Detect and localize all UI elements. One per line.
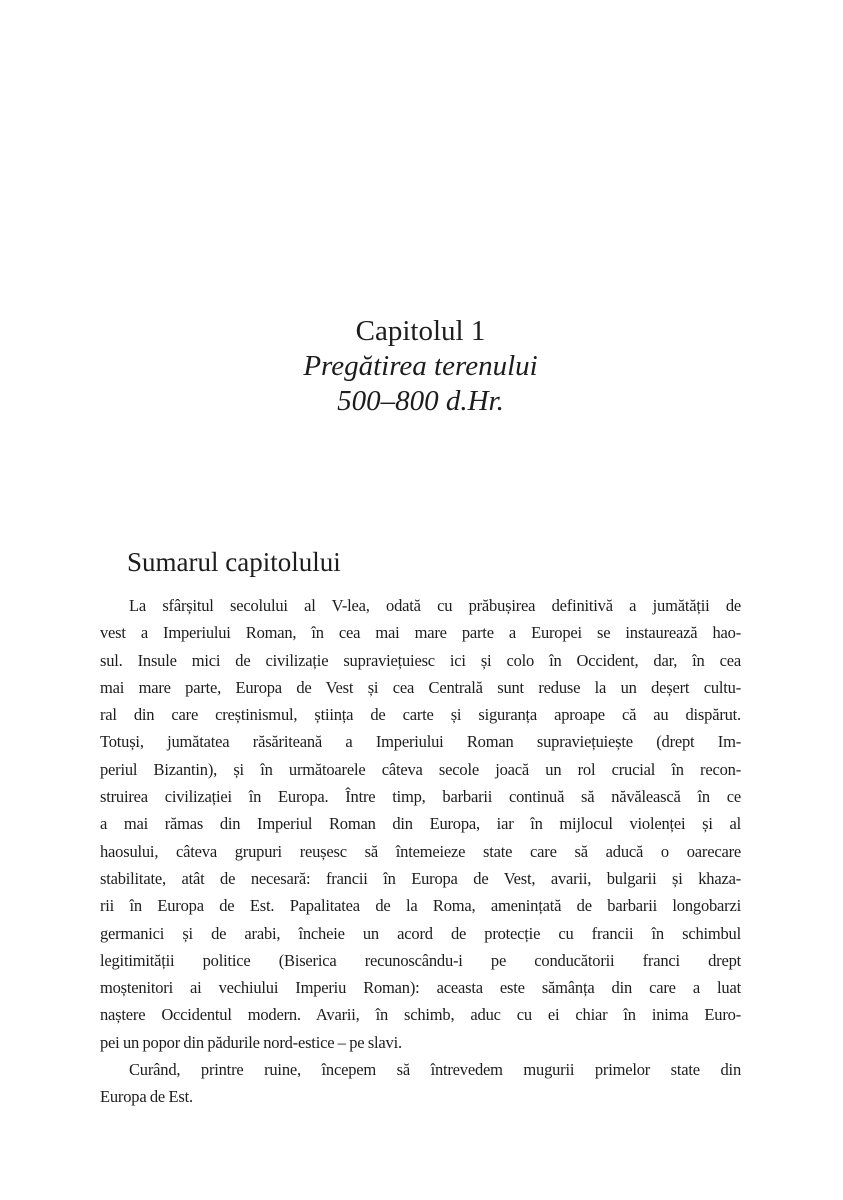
- body-text: [100, 592, 741, 1111]
- text-line: periul Bizantin), și în următoarele câteva secole joacă un rol crucial în recon-: [100, 759, 741, 779]
- text-line: moștenitori ai vechiului Imperiu Roman): aceasta este sămânța din care a luat: [100, 978, 741, 998]
- paragraph: [100, 592, 741, 1056]
- text-line: haosului, câteva grupuri reușesc să întemeieze state care să aducă o oarecare: [100, 841, 741, 861]
- text-line: La sfârșitul secolului al V-lea, odată cu prăbușirea definitivă a jumătății de: [129, 596, 741, 615]
- paragraph: [100, 1056, 741, 1111]
- chapter-number: Capitolul 1: [355, 315, 486, 347]
- text-line: legitimității politice (Biserica recunoscându-i pe conducătorii franci drept: [100, 950, 741, 970]
- text-line: ral din care creștinismul, știința de carte și siguranța aproape că au dispărut.: [100, 705, 741, 725]
- text-line: germanici și de arabi, încheie un acord de protecție cu francii în schimbul: [100, 923, 741, 943]
- text-line: naștere Occidentul modern. Avarii, în schimb, aduc cu ei chiar în inima Euro-: [100, 1005, 741, 1025]
- text-line: Curând, printre ruine, începem să întrevedem mugurii primelor state din: [129, 1060, 741, 1080]
- text-line: mai mare parte, Europa de Vest și cea Centrală sunt reduse la un deșert cultu-: [100, 677, 741, 697]
- text-line: Europa de Est.: [100, 1087, 193, 1107]
- text-line: struirea civilizației în Europa. Între timp, barbarii continuă să năvălească în ce: [100, 787, 741, 807]
- text-line: Totuși, jumătatea răsăriteană a Imperiului Roman supraviețuiește (drept Im-: [100, 732, 741, 752]
- text-line: vest a Imperiului Roman, în cea mai mare parte a Europei se instaurează hao-: [100, 623, 741, 643]
- chapter-date-range: 500–800 d.Hr.: [337, 385, 504, 417]
- text-line: pei un popor din pădurile nord-estice – pe slavi.: [100, 1032, 402, 1052]
- section-heading: Sumarul capitolului: [127, 547, 341, 577]
- chapter-title: Pregătirea terenului: [303, 350, 538, 382]
- text-line: a mai rămas din Imperiul Roman din Europa, iar în mijlocul violenței și al: [100, 814, 741, 834]
- chapter-heading: [100, 314, 741, 419]
- text-line: sul. Insule mici de civilizație supraviețuiesc ici și colo în Occident, dar, în cea: [100, 650, 741, 670]
- text-line: stabilitate, atât de necesară: francii în Europa de Vest, avarii, bulgarii și khaza-: [100, 868, 741, 888]
- text-line: rii în Europa de Est. Papalitatea de la Roma, amenințată de barbarii longobarzi: [100, 896, 741, 916]
